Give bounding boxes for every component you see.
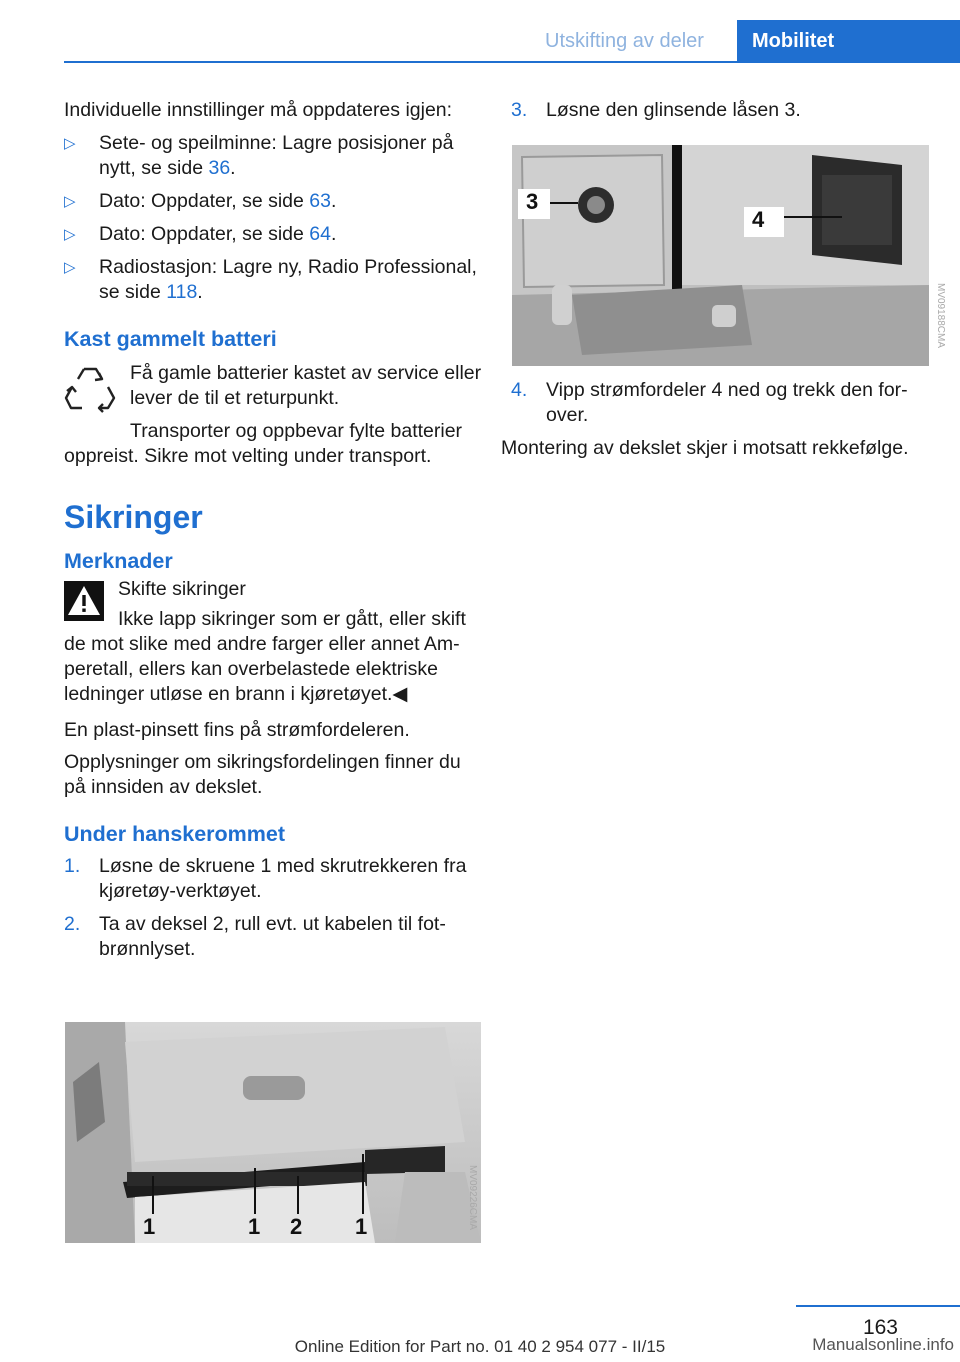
- list-item: [64, 854, 482, 904]
- battery-note: [64, 361, 482, 469]
- step-number: 3.: [511, 99, 528, 121]
- callout-label: 1: [355, 1214, 368, 1239]
- glovebox-heading: Under hanskerommet: [64, 822, 286, 846]
- footer-rule: [796, 1305, 960, 1307]
- intro-text: Individuelle innstillinger må oppdateres igjen:: [64, 99, 453, 121]
- list-item: ▷ Dato: Oppdater, se side 63.: [64, 190, 337, 212]
- right-column: [511, 98, 929, 123]
- battery-text-2: Transporter og oppbevar fylte batterier oppreist. Sikre mot velting under transport.: [64, 420, 463, 467]
- list-item: [511, 378, 929, 428]
- fuse-info-text: Opplysninger om sikringsfordelingen finner du på innsiden av dekslet.: [64, 751, 461, 798]
- header-rule: [64, 61, 960, 63]
- closing-text: Montering av dekslet skjer i motsatt rekkefølge.: [501, 437, 909, 459]
- list-item: ▷ Dato: Oppdater, se side 64.: [64, 223, 337, 245]
- step-number: 1.: [64, 855, 81, 877]
- warning-icon: [64, 581, 104, 628]
- warning-block: [64, 577, 482, 707]
- step-text: Ta av deksel 2, rull evt. ut kabelen til fotbrønnlyset.: [99, 913, 446, 960]
- page-number: 163: [862, 1316, 898, 1339]
- callout-label: 1: [248, 1214, 261, 1239]
- pinsett-text: En plast-pinsett fins på strømfordeleren.: [64, 719, 410, 741]
- bullet-marker: ▷: [64, 135, 76, 152]
- list-item: [511, 98, 929, 123]
- right-column-lower: [501, 378, 929, 461]
- step-text: Vipp strømfordeler 4 ned og trekk den forover.: [546, 379, 908, 426]
- step-text: Løsne de skruene 1 med skrutrekkeren fra kjøretøy-verktøyet.: [99, 855, 467, 902]
- list-item: ▷ Sete- og speilminne: Lagre posisjoner på nytt, se side 36.: [64, 132, 454, 179]
- notes-heading: Merknader: [64, 549, 173, 573]
- edition-text: Online Edition for Part no. 01 40 2 954 077 - II/15: [294, 1337, 666, 1356]
- callout-label: 1: [143, 1214, 156, 1239]
- list-item: [64, 912, 482, 962]
- left-column: [64, 98, 482, 962]
- header-section-title: Utskifting av deler: [545, 30, 704, 52]
- page-link[interactable]: 64: [309, 223, 331, 245]
- bullet-marker: ▷: [64, 193, 76, 210]
- page-link[interactable]: 63: [309, 190, 331, 212]
- bullet-marker: ▷: [64, 226, 76, 243]
- callout-label: 3: [526, 189, 539, 214]
- image-code: MV09188CMA: [935, 283, 946, 349]
- recycle-icon: [64, 363, 116, 422]
- bullet-text: Sete- og speilminne: Lagre posisjoner på nytt, se side: [99, 132, 454, 179]
- bullet-text: Radiostasjon: Lagre ny, Radio Professional, se side: [99, 256, 477, 303]
- list-item: ▷ Radiostasjon: Lagre ny, Radio Professional, se side 118.: [64, 256, 477, 303]
- watermark: Manualsonline.info: [812, 1335, 954, 1354]
- image-code: MV09226CMA: [467, 1165, 478, 1231]
- glovebox-photo: [65, 1022, 481, 1243]
- page-link[interactable]: 36: [208, 157, 231, 179]
- bullet-marker: ▷: [64, 259, 76, 276]
- battery-text-1: Få gamle batterier kastet av service eller lever de til et returpunkt.: [130, 362, 482, 409]
- callout-label: 2: [290, 1214, 303, 1239]
- warning-title: Skifte sikringer: [118, 578, 246, 600]
- fuses-heading: Sikringer: [64, 499, 203, 535]
- fusebox-photo: [512, 145, 929, 366]
- battery-heading: Kast gammelt batteri: [64, 327, 277, 351]
- step-number: 4.: [511, 379, 528, 401]
- warning-text: Ikke lapp sikringer som er gått, eller skift de mot slike med andre farger eller annet Amperetall, ellers kan overbelastede elektriske ledninger utløse en brann i kjøretøyet.◀: [64, 608, 466, 705]
- header-chapter-tab: Mobilitet: [737, 20, 960, 63]
- bullet-text: Dato: Oppdater, se side: [99, 190, 310, 212]
- callout-label: 4: [752, 207, 765, 232]
- step-number: 2.: [64, 913, 81, 935]
- bullet-text: Dato: Oppdater, se side: [99, 223, 310, 245]
- step-text: Løsne den glinsende låsen 3.: [546, 99, 801, 121]
- page-link[interactable]: 118: [166, 281, 198, 303]
